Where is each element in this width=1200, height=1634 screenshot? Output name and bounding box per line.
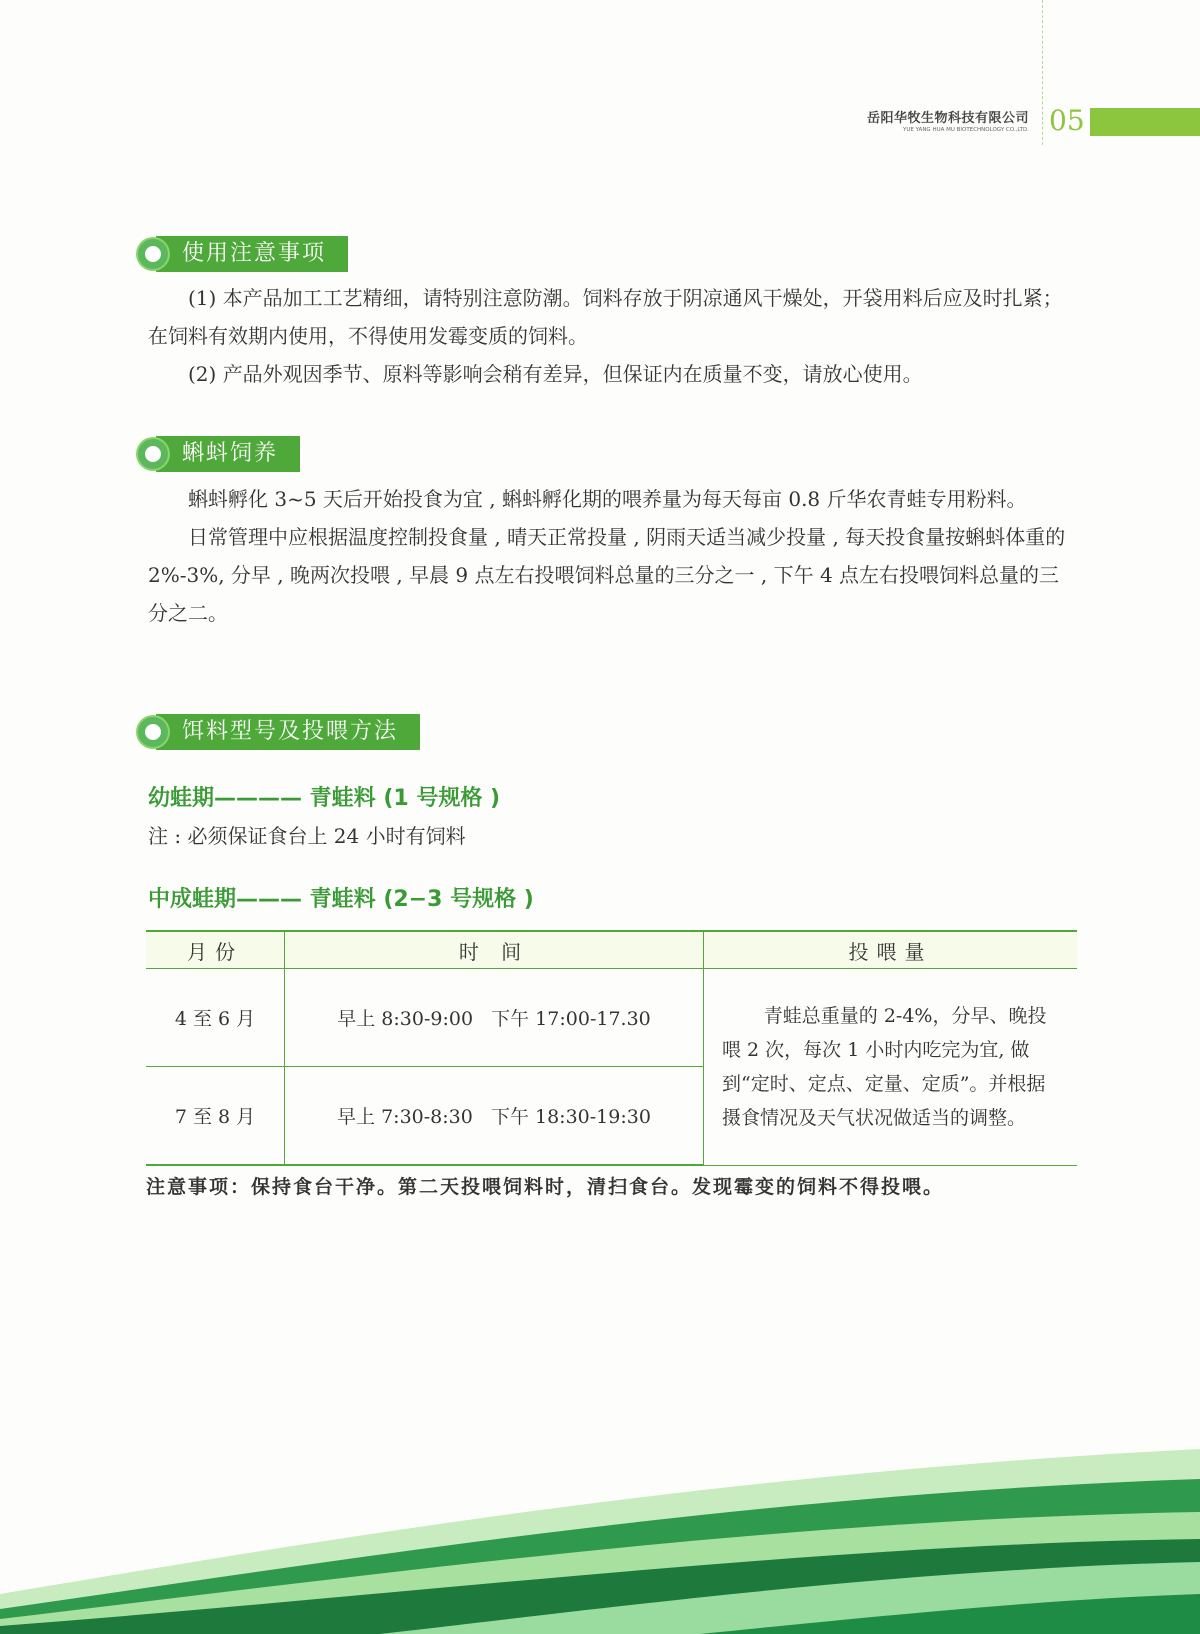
company-name xyxy=(867,107,1029,133)
young-frog-stage: 幼蛙期———— 青蛙料 (1 号规格 ) xyxy=(148,786,501,811)
page-color-bar xyxy=(1090,108,1200,136)
ring-bullet-icon xyxy=(138,239,168,269)
section-header-feed-models xyxy=(138,714,420,750)
cell-time: 早上 8:30-9:00 下午 17:00-17.30 xyxy=(285,969,704,1067)
cell-amount xyxy=(704,969,1078,1166)
adult-frog-stage: 中成蛙期——— 青蛙料 (2−3 号规格 ) xyxy=(148,887,534,912)
tadpole-body xyxy=(148,480,1078,632)
header-month: 月份 xyxy=(146,931,285,969)
company-name-en: YUE YANG HUA MU BIOTECHNOLOGY CO.,LTD. xyxy=(903,127,1029,133)
green-wave-decoration xyxy=(0,1394,1200,1634)
header-amount: 投喂量 xyxy=(704,931,1078,969)
usage-notes-body xyxy=(148,279,1078,393)
ring-bullet-icon xyxy=(138,717,168,747)
feeding-table xyxy=(146,930,1077,1166)
paragraph: 日常管理中应根据温度控制投食量 , 晴天正常投量 , 阴雨天适当减少投量 , 每天投食量按蝌蚪体重的 2%-3%, 分早 , 晚两次投喂 , 早晨 9 点左右投喂饲料总量的三分之一 , 下午 4 点左右投喂饲料总量的三分之二。 xyxy=(148,525,1066,625)
header-time: 时 间 xyxy=(285,931,704,969)
header-divider-line xyxy=(1042,0,1043,145)
cell-month: 7 至 8 月 xyxy=(146,1067,285,1166)
table-row xyxy=(146,969,1077,1067)
section-title: 使用注意事项 xyxy=(156,236,348,272)
paragraph: (2) 产品外观因季节、原料等影响会稍有差异，但保证内在质量不变，请放心使用。 xyxy=(188,362,923,386)
paragraph: 蝌蚪孵化 3~5 天后开始投食为宜 , 蝌蚪孵化期的喂养量为每天每亩 0.8 斤华农青蛙专用粉料。 xyxy=(188,487,1027,511)
section-header-tadpole xyxy=(138,436,300,472)
company-name-cn: 岳阳华牧生物科技有限公司 xyxy=(866,111,1029,126)
ring-bullet-icon xyxy=(138,439,168,469)
young-frog-note: 注 : 必须保证食台上 24 小时有饲料 xyxy=(148,824,466,848)
section-title: 饵料型号及投喂方法 xyxy=(156,714,420,750)
page-number: 05 xyxy=(1049,104,1085,137)
cell-time: 早上 7:30-8:30 下午 18:30-19:30 xyxy=(285,1067,704,1166)
warning-note: 注意事项：保持食台干净。第二天投喂饲料时，清扫食台。发现霉变的饲料不得投喂。 xyxy=(146,1176,945,1198)
cell-month: 4 至 6 月 xyxy=(146,969,285,1067)
table-header-row xyxy=(146,931,1077,969)
paragraph: (1) 本产品加工工艺精细，请特别注意防潮。饲料存放于阴凉通风干燥处，开袋用料后应及时扎紧；在饲料有效期内使用，不得使用发霉变质的饲料。 xyxy=(148,286,1063,348)
amount-text: 青蛙总重量的 2-4%，分早、晚投喂 2 次，每次 1 小时内吃完为宜, 做到“定时、定点、定量、定质”。并根据摄食情况及天气状况做适当的调整。 xyxy=(722,1004,1047,1129)
section-header-usage-notes xyxy=(138,236,348,272)
section-title: 蝌蚪饲养 xyxy=(156,436,300,472)
